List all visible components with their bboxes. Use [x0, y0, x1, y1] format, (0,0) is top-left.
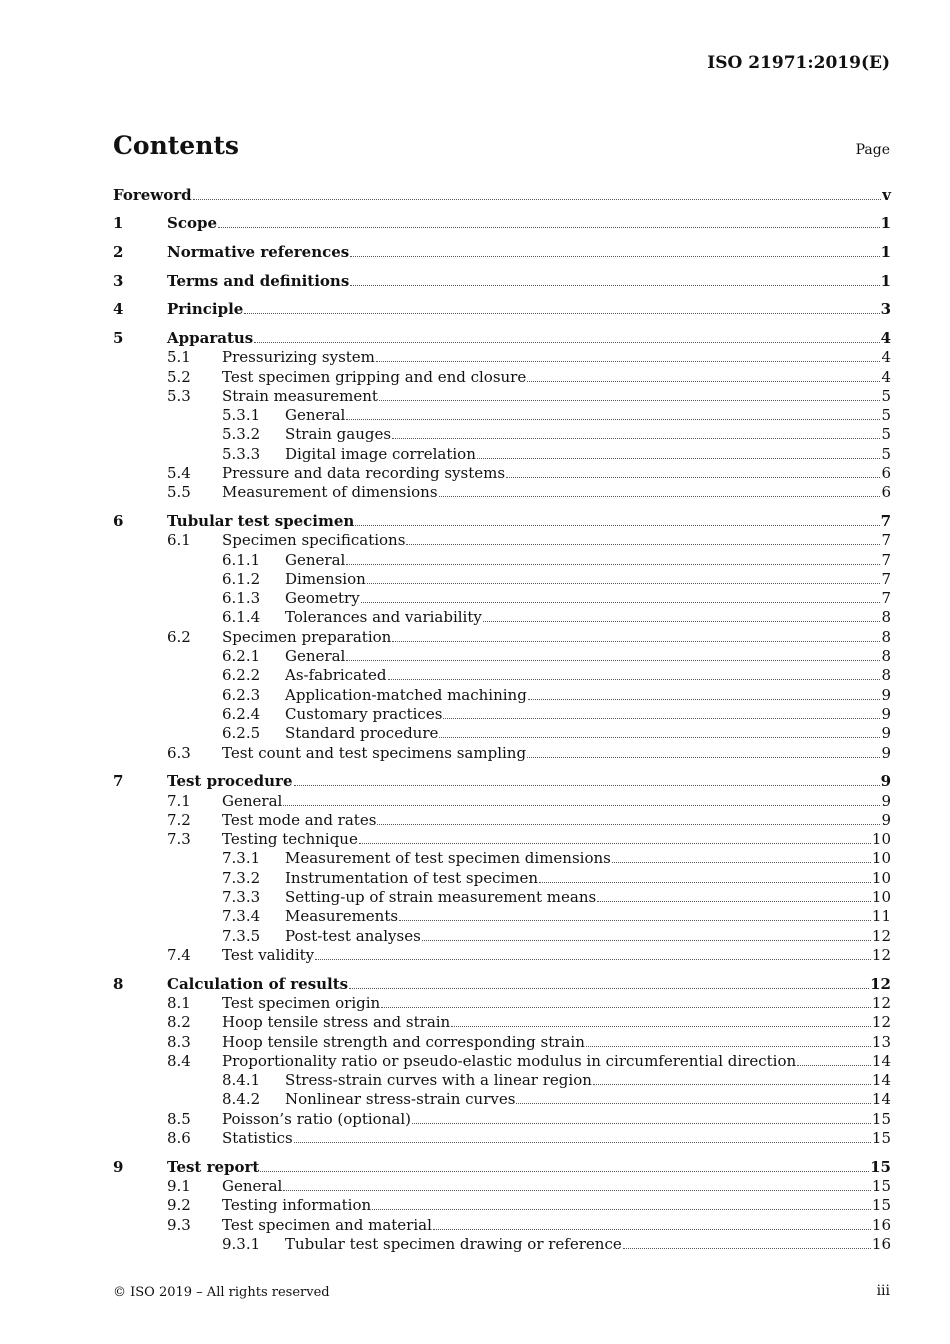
- toc-entry-title[interactable]: Nonlinear stress-strain curves: [285, 1090, 516, 1109]
- toc-entry-number: 6.2.2: [222, 666, 261, 685]
- toc-dot-leader: [392, 438, 880, 439]
- toc-dot-leader: [412, 1123, 871, 1124]
- toc-entry-title[interactable]: Geometry: [285, 589, 360, 608]
- toc-entry-title[interactable]: Test specimen and material: [222, 1215, 432, 1234]
- toc-entry[interactable]: [113, 1090, 891, 1109]
- toc-entry[interactable]: [113, 271, 891, 291]
- toc-entry-number: 6.2.3: [222, 685, 261, 704]
- toc-entry-title[interactable]: Post-test analyses: [285, 926, 421, 945]
- toc-entry[interactable]: [113, 214, 891, 234]
- toc-entry-page[interactable]: 8: [881, 647, 891, 666]
- toc-dot-leader: [451, 1026, 871, 1027]
- toc-dot-leader: [254, 342, 879, 343]
- toc-dot-leader: [346, 564, 880, 565]
- toc-dot-leader: [439, 496, 881, 497]
- toc-dot-leader: [372, 1209, 871, 1210]
- toc-entry-number: 6.1.1: [222, 550, 261, 569]
- toc-entry-title[interactable]: Normative references: [167, 242, 350, 261]
- toc-entry-title[interactable]: Strain gauges: [285, 425, 392, 444]
- toc-dot-leader: [433, 1229, 871, 1230]
- toc-entry-number: 6.1.4: [222, 608, 261, 627]
- toc-entry-title[interactable]: Proportionality ratio or pseudo-elastic modulus in circumferential direction: [222, 1051, 797, 1070]
- toc-entry-number: 5.2: [167, 367, 191, 386]
- toc-entry-number: 8.2: [167, 1013, 191, 1032]
- toc-entry-title[interactable]: Tubular test specimen drawing or reference: [285, 1234, 622, 1253]
- toc-entry-page[interactable]: 10: [871, 849, 891, 868]
- toc-dot-leader: [244, 313, 879, 314]
- toc-dot-leader: [377, 824, 880, 825]
- toc-dot-leader: [392, 641, 880, 642]
- toc-entry-page[interactable]: 6: [881, 464, 891, 483]
- toc-entry[interactable]: [113, 868, 891, 887]
- toc-entry-number: 5.3.3: [222, 444, 261, 463]
- toc-entry-number: 9: [113, 1157, 124, 1176]
- toc-dot-leader: [593, 1084, 871, 1085]
- toc-entry-page[interactable]: 9: [881, 743, 891, 762]
- toc-entry-number: 6.2: [167, 627, 191, 646]
- toc-entry[interactable]: [113, 974, 891, 994]
- toc-dot-leader: [361, 602, 881, 603]
- toc-entry[interactable]: [113, 444, 891, 463]
- toc-entry-number: 9.3: [167, 1215, 191, 1234]
- toc-entry-title[interactable]: Hoop tensile stress and strain: [222, 1013, 451, 1032]
- toc-entry[interactable]: [113, 328, 891, 348]
- toc-dot-leader: [193, 199, 882, 200]
- toc-dot-leader: [381, 1007, 871, 1008]
- toc-entry-title[interactable]: As-fabricated: [285, 666, 387, 685]
- toc-dot-leader: [406, 544, 880, 545]
- toc-entry-title[interactable]: Test specimen gripping and end closure: [222, 367, 527, 386]
- toc-entry[interactable]: [113, 1013, 891, 1032]
- toc-entry[interactable]: [113, 512, 891, 532]
- toc-entry-number: 8.4.1: [222, 1071, 261, 1090]
- toc-dot-leader: [315, 959, 871, 960]
- toc-entry[interactable]: [113, 791, 891, 810]
- toc-entry-page[interactable]: 9: [881, 685, 891, 704]
- toc-dot-leader: [367, 583, 881, 584]
- toc-entry-number: 8.3: [167, 1032, 191, 1051]
- toc-entry-number: 5.3.2: [222, 425, 261, 444]
- toc-entry-page[interactable]: 15: [871, 1176, 891, 1195]
- copyright-notice: © ISO 2019 – All rights reserved: [113, 1285, 330, 1300]
- page-title: Contents: [113, 131, 240, 160]
- toc-entry-title[interactable]: Pressure and data recording systems: [222, 464, 506, 483]
- toc-entry-title[interactable]: General: [285, 406, 346, 425]
- toc-entry-title[interactable]: General: [285, 550, 346, 569]
- toc-entry-page[interactable]: 9: [881, 810, 891, 829]
- toc-dot-leader: [346, 419, 880, 420]
- toc-entry-number: 5.4: [167, 464, 191, 483]
- toc-entry-page[interactable]: 5: [881, 386, 891, 405]
- toc-dot-leader: [527, 381, 880, 382]
- toc-entry-number: 6.1.2: [222, 569, 261, 588]
- toc-dot-leader: [422, 940, 871, 941]
- toc-entry-title[interactable]: Tolerances and variability: [285, 608, 482, 627]
- toc-entry[interactable]: [113, 685, 891, 704]
- toc-entry-page[interactable]: 12: [871, 945, 891, 964]
- toc-entry-page[interactable]: 14: [871, 1090, 891, 1109]
- toc-entry-number: 8: [113, 974, 124, 993]
- toc-entry-title[interactable]: Test report: [167, 1157, 260, 1176]
- toc-entry-title[interactable]: Specimen specifications: [222, 531, 406, 550]
- toc-entry-number: 6.3: [167, 743, 191, 762]
- toc-dot-leader: [612, 862, 871, 863]
- toc-entry-page[interactable]: 12: [871, 1013, 891, 1032]
- toc-dot-leader: [586, 1046, 871, 1047]
- toc-entry-number: 8.6: [167, 1128, 191, 1147]
- toc-entry-title[interactable]: Application-matched machining: [285, 685, 527, 704]
- toc-entry[interactable]: [113, 946, 891, 965]
- toc-entry-page[interactable]: 15: [871, 1109, 891, 1128]
- toc-entry-title[interactable]: Strain measurement: [222, 386, 378, 405]
- toc-entry-title[interactable]: Testing information: [222, 1196, 372, 1215]
- toc-entry-page[interactable]: 10: [871, 868, 891, 887]
- toc-entry-title[interactable]: Standard procedure: [285, 724, 439, 743]
- toc-dot-leader: [294, 785, 880, 786]
- toc-entry-page[interactable]: 1: [880, 242, 891, 261]
- toc-entry[interactable]: [113, 425, 891, 444]
- toc-entry-number: 1: [113, 214, 124, 233]
- toc-entry[interactable]: [113, 1032, 891, 1051]
- toc-entry-number: 7.3.5: [222, 926, 261, 945]
- toc-entry-title[interactable]: Test validity: [222, 945, 315, 964]
- toc-entry-title[interactable]: Specimen preparation: [222, 627, 392, 646]
- toc-entry[interactable]: [113, 888, 891, 907]
- toc-entry-page[interactable]: 1: [880, 214, 891, 233]
- toc-entry-page[interactable]: 16: [871, 1234, 891, 1253]
- toc-entry-page[interactable]: 4: [881, 348, 891, 367]
- toc-entry-number: 8.1: [167, 993, 191, 1012]
- toc-entry-number: 6.2.1: [222, 647, 261, 666]
- toc-dot-leader: [359, 843, 871, 844]
- toc-entry-number: 3: [113, 271, 124, 290]
- toc-entry-title[interactable]: Tubular test specimen: [167, 512, 355, 530]
- toc-entry-title[interactable]: Scope: [167, 214, 218, 233]
- toc-entry-page[interactable]: 5: [881, 425, 891, 444]
- toc-entry-title[interactable]: Test procedure: [167, 772, 293, 791]
- toc-entry[interactable]: [113, 300, 891, 320]
- toc-dot-leader: [294, 1142, 871, 1143]
- toc-entry-page[interactable]: 5: [881, 444, 891, 463]
- toc-entry-page[interactable]: 7: [880, 512, 891, 530]
- toc-entry-page[interactable]: 10: [871, 888, 891, 907]
- toc-entry-page[interactable]: 16: [871, 1215, 891, 1234]
- toc-dot-leader: [516, 1103, 870, 1104]
- toc-entry-title[interactable]: Hoop tensile strength and corresponding strain: [222, 1032, 585, 1051]
- toc-entry-title[interactable]: General: [222, 791, 283, 810]
- toc-entry-page[interactable]: 4: [881, 367, 891, 386]
- toc-entry[interactable]: [113, 242, 891, 262]
- toc-dot-leader: [388, 679, 881, 680]
- toc-entry-title[interactable]: Statistics: [222, 1128, 293, 1147]
- toc-entry[interactable]: [113, 994, 891, 1013]
- toc-dot-leader: [439, 737, 880, 738]
- toc-entry-page[interactable]: 1: [880, 271, 891, 290]
- toc-entry-number: 8.4.2: [222, 1090, 261, 1109]
- toc-dot-leader: [539, 882, 871, 883]
- toc-entry-number: 9.2: [167, 1196, 191, 1215]
- toc-entry-page[interactable]: 15: [870, 1157, 891, 1176]
- toc-entry[interactable]: [113, 1235, 891, 1254]
- toc-dot-leader: [506, 477, 880, 478]
- toc-entry[interactable]: [113, 464, 891, 483]
- toc-entry-page[interactable]: 6: [881, 483, 891, 502]
- toc-dot-leader: [597, 901, 871, 902]
- toc-entry-number: 5.3.1: [222, 406, 261, 425]
- toc-entry-title[interactable]: Test count and test specimens sampling: [222, 743, 527, 762]
- toc-entry-title[interactable]: Test specimen origin: [222, 993, 381, 1012]
- toc-entry-number: 7.3.1: [222, 849, 261, 868]
- toc-entry[interactable]: [113, 570, 891, 589]
- toc-entry-title[interactable]: Principle: [167, 300, 244, 319]
- toc-entry[interactable]: [113, 705, 891, 724]
- toc-entry-page[interactable]: 7: [881, 569, 891, 588]
- table-of-contents: [113, 185, 891, 1254]
- toc-dot-leader: [346, 660, 880, 661]
- toc-dot-leader: [218, 227, 880, 228]
- toc-entry-title[interactable]: Test mode and rates: [222, 810, 377, 829]
- toc-entry-page[interactable]: 13: [871, 1032, 891, 1051]
- toc-entry-title[interactable]: Pressurizing system: [222, 348, 375, 367]
- toc-dot-leader: [528, 699, 881, 700]
- toc-dot-leader: [527, 757, 880, 758]
- toc-entry-number: 7.4: [167, 945, 191, 964]
- toc-entry-title[interactable]: Measurement of test specimen dimensions: [285, 849, 611, 868]
- toc-entry-title[interactable]: Foreword: [113, 185, 192, 204]
- toc-dot-leader: [355, 525, 879, 526]
- toc-entry[interactable]: [113, 926, 891, 945]
- toc-entry-page[interactable]: 8: [881, 627, 891, 646]
- toc-entry[interactable]: [113, 1177, 891, 1196]
- toc-entry-number: 5: [113, 328, 124, 347]
- toc-entry-page[interactable]: 9: [881, 724, 891, 743]
- toc-entry[interactable]: [113, 1052, 891, 1071]
- toc-entry-number: 5.5: [167, 483, 191, 502]
- toc-entry[interactable]: [113, 1215, 891, 1234]
- toc-entry-page[interactable]: 8: [881, 608, 891, 627]
- toc-entry-page[interactable]: 9: [881, 791, 891, 810]
- toc-entry-page[interactable]: 15: [871, 1196, 891, 1215]
- toc-entry-page[interactable]: 8: [881, 666, 891, 685]
- page-number: iii: [876, 1283, 890, 1299]
- toc-entry[interactable]: [113, 830, 891, 849]
- toc-dot-leader: [443, 718, 880, 719]
- toc-entry[interactable]: [113, 627, 891, 646]
- toc-entry-number: 7.2: [167, 810, 191, 829]
- toc-entry-title[interactable]: General: [285, 647, 346, 666]
- toc-dot-leader: [623, 1248, 871, 1249]
- toc-entry-page[interactable]: 7: [881, 550, 891, 569]
- toc-entry-page[interactable]: 3: [880, 300, 891, 319]
- toc-entry[interactable]: [113, 666, 891, 685]
- toc-entry-title[interactable]: Calculation of results: [167, 974, 349, 993]
- toc-entry[interactable]: [113, 1196, 891, 1215]
- toc-entry-number: 6.1: [167, 531, 191, 550]
- toc-entry[interactable]: [113, 647, 891, 666]
- toc-entry-page[interactable]: 14: [871, 1051, 891, 1070]
- toc-entry-page[interactable]: 15: [871, 1128, 891, 1147]
- toc-dot-leader: [797, 1065, 871, 1066]
- toc-entry-title[interactable]: Terms and definitions: [167, 271, 350, 290]
- toc-entry-number: 6: [113, 512, 124, 530]
- toc-entry-page[interactable]: 12: [871, 993, 891, 1012]
- toc-dot-leader: [483, 621, 881, 622]
- toc-entry-number: 9.1: [167, 1176, 191, 1195]
- toc-entry-page[interactable]: 11: [871, 907, 891, 926]
- toc-dot-leader: [283, 1190, 871, 1191]
- toc-entry-number: 7.1: [167, 791, 191, 810]
- toc-entry-number: 7.3.2: [222, 868, 261, 887]
- toc-entry-number: 6.1.3: [222, 589, 261, 608]
- toc-dot-leader: [260, 1171, 869, 1172]
- toc-entry[interactable]: [113, 348, 891, 367]
- toc-entry-page[interactable]: 10: [871, 830, 891, 849]
- toc-entry-page[interactable]: 4: [880, 328, 891, 347]
- toc-entry-page[interactable]: 12: [870, 974, 891, 993]
- toc-dot-leader: [477, 458, 881, 459]
- toc-dot-leader: [350, 256, 879, 257]
- toc-entry-title[interactable]: Apparatus: [167, 328, 254, 347]
- toc-entry[interactable]: [113, 185, 891, 205]
- toc-dot-leader: [283, 805, 880, 806]
- toc-entry[interactable]: [113, 406, 891, 425]
- toc-entry-page[interactable]: 12: [871, 926, 891, 945]
- toc-entry[interactable]: [113, 743, 891, 762]
- toc-entry-number: 5.1: [167, 348, 191, 367]
- toc-entry-number: 7: [113, 772, 124, 791]
- toc-entry[interactable]: [113, 387, 891, 406]
- toc-entry-number: 4: [113, 300, 124, 319]
- toc-entry-number: 6.2.4: [222, 704, 261, 723]
- toc-entry-title[interactable]: Dimension: [285, 569, 366, 588]
- toc-entry[interactable]: [113, 483, 891, 502]
- toc-entry-number: 6.2.5: [222, 724, 261, 743]
- toc-entry[interactable]: [113, 531, 891, 550]
- toc-entry-number: 9.3.1: [222, 1234, 261, 1253]
- toc-entry-page[interactable]: 7: [881, 589, 891, 608]
- toc-entry[interactable]: [113, 1071, 891, 1090]
- toc-dot-leader: [350, 285, 879, 286]
- toc-dot-leader: [399, 920, 871, 921]
- toc-entry-page[interactable]: 9: [880, 772, 891, 791]
- toc-entry[interactable]: [113, 849, 891, 868]
- toc-entry-title[interactable]: Customary practices: [285, 704, 443, 723]
- toc-entry[interactable]: [113, 907, 891, 926]
- toc-entry-title[interactable]: Measurements: [285, 907, 399, 926]
- toc-entry-number: 8.5: [167, 1109, 191, 1128]
- toc-dot-leader: [376, 361, 881, 362]
- toc-entry-page[interactable]: 5: [881, 406, 891, 425]
- toc-entry-number: 7.3.3: [222, 888, 261, 907]
- toc-entry-title[interactable]: Stress-strain curves with a linear region: [285, 1071, 592, 1090]
- toc-entry[interactable]: [113, 367, 891, 386]
- toc-entry-title[interactable]: General: [222, 1176, 283, 1195]
- toc-entry-title[interactable]: Testing technique: [222, 830, 358, 849]
- toc-entry[interactable]: [113, 1129, 891, 1148]
- document-id: ISO 21971:2019(E): [707, 53, 890, 73]
- toc-entry-number: 5.3: [167, 386, 191, 405]
- toc-entry[interactable]: [113, 550, 891, 569]
- toc-entry-title[interactable]: Instrumentation of test specimen: [285, 868, 539, 887]
- toc-entry-page[interactable]: v: [882, 185, 891, 204]
- toc-entry-number: 7.3: [167, 830, 191, 849]
- toc-entry-number: 8.4: [167, 1051, 191, 1070]
- toc-entry-title[interactable]: Digital image correlation: [285, 444, 476, 463]
- toc-entry-page[interactable]: 7: [881, 531, 891, 550]
- toc-entry-title[interactable]: Measurement of dimensions: [222, 483, 438, 502]
- toc-dot-leader: [379, 400, 881, 401]
- toc-entry[interactable]: [113, 772, 891, 792]
- toc-entry[interactable]: [113, 608, 891, 627]
- toc-entry-title[interactable]: Poisson’s ratio (optional): [222, 1109, 411, 1128]
- toc-entry[interactable]: [113, 724, 891, 743]
- toc-entry[interactable]: [113, 1109, 891, 1128]
- toc-dot-leader: [349, 988, 869, 989]
- toc-entry[interactable]: [113, 1157, 891, 1177]
- toc-entry[interactable]: [113, 589, 891, 608]
- page-column-label: Page: [855, 142, 890, 158]
- toc-entry-number: 7.3.4: [222, 907, 261, 926]
- toc-entry[interactable]: [113, 811, 891, 830]
- toc-entry-page[interactable]: 9: [881, 704, 891, 723]
- toc-entry-page[interactable]: 14: [871, 1071, 891, 1090]
- toc-entry-title[interactable]: Setting-up of strain measurement means: [285, 888, 597, 907]
- toc-entry-number: 2: [113, 242, 124, 261]
